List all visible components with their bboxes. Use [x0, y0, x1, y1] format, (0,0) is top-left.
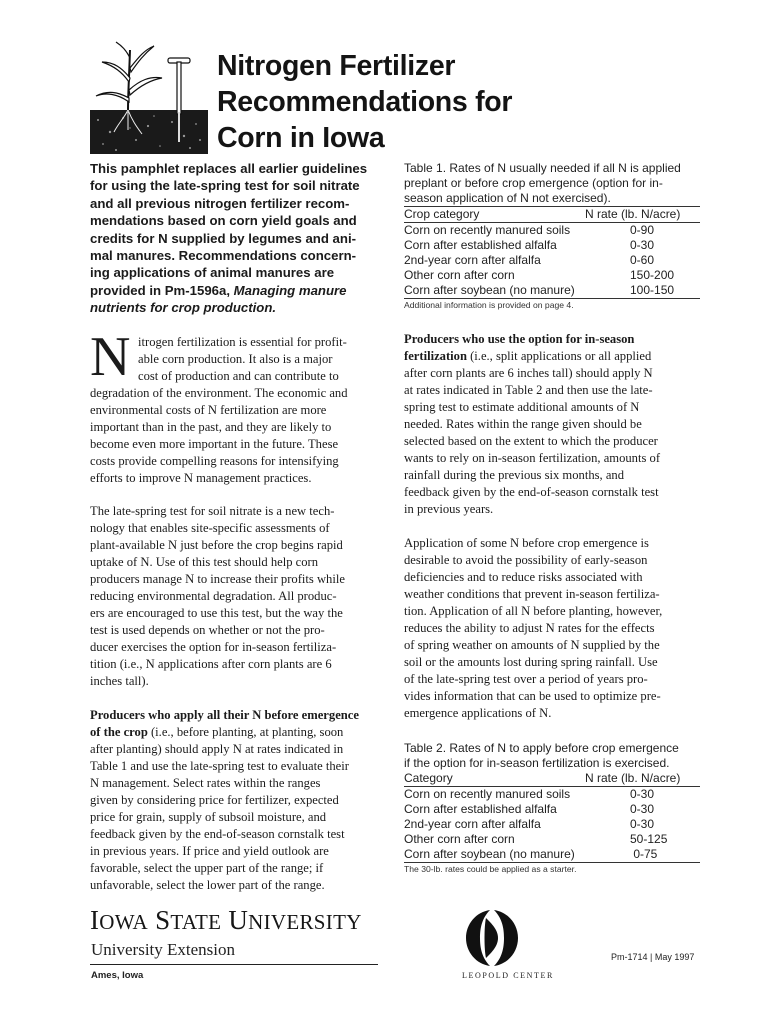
text-line: vides information that can be used to optimize pre- — [404, 689, 661, 703]
text-line — [404, 331, 704, 348]
table-row — [404, 238, 700, 253]
text-line — [90, 707, 390, 724]
caption-line: season application of N not exercised). — [404, 191, 611, 205]
text-line: efforts to improve N management practices. — [90, 471, 312, 485]
intro-italic: nutrients for crop production. — [90, 300, 277, 316]
table-cell: Corn after established alfalfa — [404, 238, 557, 252]
right-para-2 — [404, 535, 704, 722]
column-header: Crop category — [404, 207, 480, 221]
wordmark-part: NIVERSITY — [248, 910, 362, 934]
table-cell: 0-60 — [630, 253, 655, 267]
text-line: needed. Rates within the range given should be — [404, 417, 642, 431]
table-cell: 0-30 — [630, 802, 655, 816]
table-cell: 2nd-year corn after alfalfa — [404, 253, 541, 267]
isu-wordmark — [90, 904, 362, 938]
wordmark-part: U — [228, 905, 249, 935]
text-line: at rates indicated in Table 2 and then use the late- — [404, 383, 653, 397]
footer-divider — [90, 964, 378, 965]
text-line: after corn plants are 6 inches tall) should apply N — [404, 366, 653, 380]
intro-line: and all previous nitrogen fertilizer recom- — [90, 195, 350, 211]
table-header — [404, 771, 700, 786]
table-row — [404, 847, 700, 862]
table-header — [404, 207, 700, 222]
column-header: N rate (lb. N/acre) — [585, 771, 681, 785]
table-row — [404, 223, 700, 238]
text-line: soil or the amounts lost during spring rainfall. Use — [404, 655, 658, 669]
text-line: cost of production and can contribute to — [138, 369, 339, 383]
text-line — [90, 724, 390, 741]
text-line: rainfall during the previous six months, and — [404, 468, 625, 482]
text-line: tition (i.e., N applications after corn plants are 6 — [90, 657, 332, 671]
table-cell: 0-90 — [630, 223, 655, 237]
title-line: Nitrogen Fertilizer — [217, 50, 456, 82]
table-cell: Corn on recently manured soils — [404, 223, 571, 237]
text-span: (i.e., split applications or all applied — [466, 349, 652, 363]
column-header: Category — [404, 771, 453, 785]
table-caption — [404, 161, 700, 206]
text-line: feedback given by the end-of-season cornstalk test — [90, 827, 345, 841]
leopold-center-logo-icon — [462, 908, 522, 968]
text-line: in previous years. — [404, 502, 494, 516]
table-cell: Other corn after corn — [404, 268, 515, 282]
text-line: after planting) should apply N at rates indicated in — [90, 742, 344, 756]
title-line: Corn in Iowa — [217, 122, 385, 154]
wordmark-part: OWA — [99, 910, 149, 934]
caption-line: Table 2. Rates of N to apply before crop emergence — [404, 741, 679, 755]
text-line: weather conditions that prevent in-season fertiliza- — [404, 587, 660, 601]
table-1 — [404, 161, 700, 311]
intro-line: for using the late-spring test for soil nitrate — [90, 178, 360, 194]
table-2 — [404, 741, 700, 875]
intro-line: credits for N supplied by legumes and ani- — [90, 230, 356, 246]
intro-italic: Managing manure — [233, 282, 347, 298]
text-line: emergence applications of N. — [404, 706, 552, 720]
table-caption — [404, 741, 700, 771]
bold-lead: Producers who apply all their N before emergence — [90, 708, 359, 722]
page-title — [217, 48, 577, 156]
text-line: feedback given by the end-of-season cornstalk test — [404, 485, 659, 499]
intro-line: mal manures. Recommendations concern- — [90, 248, 357, 264]
table-cell: Other corn after corn — [404, 832, 515, 846]
table-row — [404, 787, 700, 802]
text-line: Table 1 and use the late-spring test to evaluate their — [90, 759, 349, 773]
caption-line: Table 1. Rates of N usually needed if all N is applied — [404, 161, 681, 175]
text-line: reducing environmental degradation. All produc- — [90, 589, 337, 603]
intro-line — [90, 282, 380, 299]
table-cell: Corn after soybean (no manure) — [404, 847, 575, 861]
text-line: become even more important in the future. These — [90, 437, 339, 451]
wordmark-part: TATE — [170, 910, 222, 934]
table-cell: 2nd-year corn after alfalfa — [404, 817, 541, 831]
left-para-2 — [90, 503, 390, 690]
text-line: favorable, select the upper part of the range; if — [90, 861, 324, 875]
table-cell: 150-200 — [630, 268, 675, 282]
table-cell: Corn on recently manured soils — [404, 787, 571, 801]
text-line: able corn production. It also is a major — [138, 352, 333, 366]
wordmark-part: I — [90, 905, 100, 935]
table-cell: 0-30 — [630, 817, 655, 831]
text-line: test is used depends on whether or not the pro- — [90, 623, 325, 637]
text-line: ers are encouraged to use this test, but the way the — [90, 606, 343, 620]
intro-text: provided in Pm-1596a, — [90, 282, 234, 298]
text-line: of the late-spring test over a period of years pro- — [404, 672, 648, 686]
text-line: degradation of the environment. The economic and — [90, 386, 348, 400]
text-line: deficiencies and to reduce risks associated with — [404, 570, 643, 584]
text-line: ducer exercises the option for in-season fertiliza- — [90, 640, 337, 654]
caption-line: if the option for in-season fertilization is exercised. — [404, 756, 670, 770]
table-cell: 0-30 — [630, 787, 655, 801]
text-line: desirable to avoid the possibility of early-season — [404, 553, 648, 567]
table-row — [404, 802, 700, 817]
text-line: selected based on the extent to which the producer — [404, 434, 658, 448]
table-row — [404, 283, 700, 298]
table-row — [404, 817, 700, 832]
intro-paragraph — [90, 160, 380, 317]
text-line: Application of some N before crop emergence is — [404, 536, 649, 550]
extension-label: University Extension — [91, 940, 236, 959]
intro-line: mendations based on corn yield goals and — [90, 213, 357, 229]
text-line: itrogen fertilization is essential for profit- — [138, 335, 347, 349]
bold-lead: of the crop — [90, 725, 148, 739]
text-span: (i.e., before planting, at planting, soon — [147, 725, 344, 739]
drop-cap: N — [90, 326, 131, 388]
text-line: of spring weather on amounts of N supplied by the — [404, 638, 660, 652]
left-para-1 — [90, 334, 390, 487]
table-cell: 50-125 — [630, 832, 668, 846]
left-para-3 — [90, 707, 390, 894]
leopold-label: LEOPOLD CENTER — [462, 971, 554, 980]
text-line: inches tall). — [90, 674, 149, 688]
wordmark-part: S — [155, 905, 171, 935]
text-line: environmental costs of N fertilization are more — [90, 403, 327, 417]
publication-number: Pm-1714 | May 1997 — [611, 952, 695, 962]
table-row — [404, 253, 700, 268]
intro-line: This pamphlet replaces all earlier guidelines — [90, 161, 368, 176]
table-row — [404, 832, 700, 847]
text-line: reduces the ability to adjust N rates for the effects — [404, 621, 655, 635]
text-line: costs provide compelling reasons for intensifying — [90, 454, 339, 468]
text-line: unfavorable, select the lower part of the range. — [90, 878, 325, 892]
intro-line: ing applications of animal manures are — [90, 265, 335, 281]
text-line: important than in the past, and they are likely to — [90, 420, 332, 434]
corn-plant-icon — [88, 40, 210, 154]
right-para-1 — [404, 331, 704, 518]
text-line: The late-spring test for soil nitrate is a new tech- — [90, 504, 335, 518]
column-header: N rate (lb. N/acre) — [585, 207, 681, 221]
text-line — [404, 348, 704, 365]
leopold-logo — [462, 908, 522, 968]
corn-plant-illustration — [88, 40, 210, 154]
text-line: uptake of N. Use of this test should help corn — [90, 555, 319, 569]
table-cell: 0-75 — [630, 847, 658, 861]
text-line: N management. Select rates within the ranges — [90, 776, 321, 790]
text-line: nology that enables site-specific assessments of — [90, 521, 330, 535]
title-line: Recommendations for — [217, 86, 513, 118]
table-cell: 100-150 — [630, 283, 675, 297]
text-line: tion. Application of all N before planting, however, — [404, 604, 663, 618]
text-line: plant-available N just before the crop begins rapid — [90, 538, 343, 552]
text-line: producers manage N to increase their profits while — [90, 572, 345, 586]
table-note: Additional information is provided on page 4. — [404, 300, 574, 310]
table-note: The 30-lb. rates could be applied as a starter. — [404, 864, 577, 874]
bold-lead: fertilization — [404, 349, 467, 363]
text-line: spring test to estimate additional amounts of N — [404, 400, 640, 414]
location-label: Ames, Iowa — [91, 970, 144, 981]
text-line: price for grain, supply of subsoil moisture, and — [90, 810, 327, 824]
table-row — [404, 268, 700, 283]
table-cell: Corn after soybean (no manure) — [404, 283, 575, 297]
text-line: in previous years. If price and yield outlook are — [90, 844, 329, 858]
table-cell: 0-30 — [630, 238, 655, 252]
bold-lead: Producers who use the option for in-season — [404, 332, 635, 346]
text-line: given by considering price for fertilizer, expected — [90, 793, 339, 807]
caption-line: preplant or before crop emergence (option for in- — [404, 176, 663, 190]
text-line: wants to rely on in-season fertilization, amounts of — [404, 451, 661, 465]
table-cell: Corn after established alfalfa — [404, 802, 557, 816]
